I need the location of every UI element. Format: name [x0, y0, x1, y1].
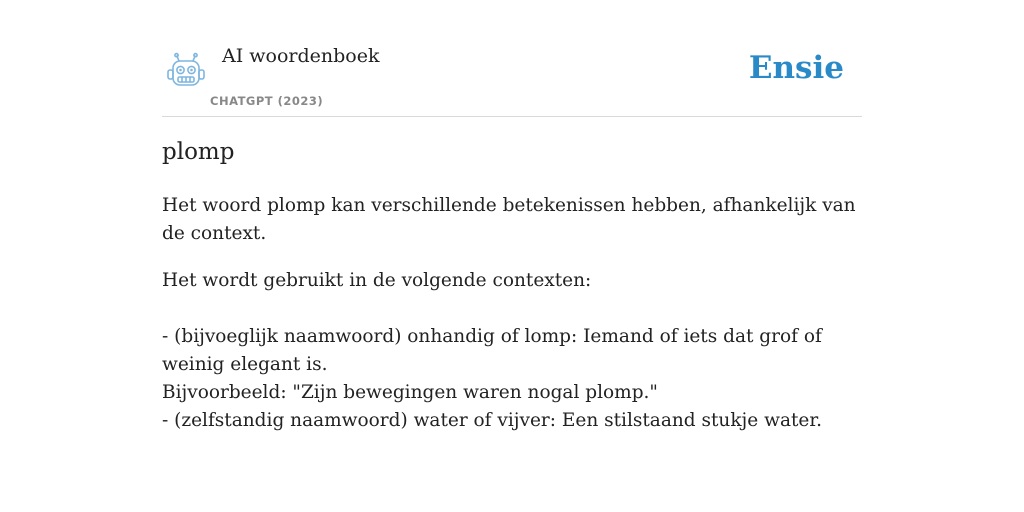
- robot-icon: [166, 52, 206, 90]
- brand-logo[interactable]: Ensie: [748, 50, 844, 86]
- source-title: AI woordenboek: [222, 45, 380, 67]
- contexts-label: Het wordt gebruikt in de volgende contexten:: [162, 270, 592, 291]
- example-line: Bijvoorbeeld: "Zijn bewegingen waren nogal plomp.": [162, 382, 658, 403]
- definition-body: [162, 192, 862, 435]
- source-header: [162, 0, 862, 117]
- definition-line: - (bijvoeglijk naamwoord) onhandig of lomp: Iemand of iets dat grof of weinig elegant is.: [162, 326, 822, 375]
- definition-line: - (zelfstandig naamwoord) water of vijver: Een stilstaand stukje water.: [162, 410, 823, 431]
- entry-card: [162, 0, 862, 512]
- intro-paragraph: Het woord plomp kan verschillende betekenissen hebben, afhankelijk van de context.: [162, 195, 856, 244]
- headword: plomp: [162, 139, 235, 165]
- source-subtitle: CHATGPT (2023): [210, 94, 324, 108]
